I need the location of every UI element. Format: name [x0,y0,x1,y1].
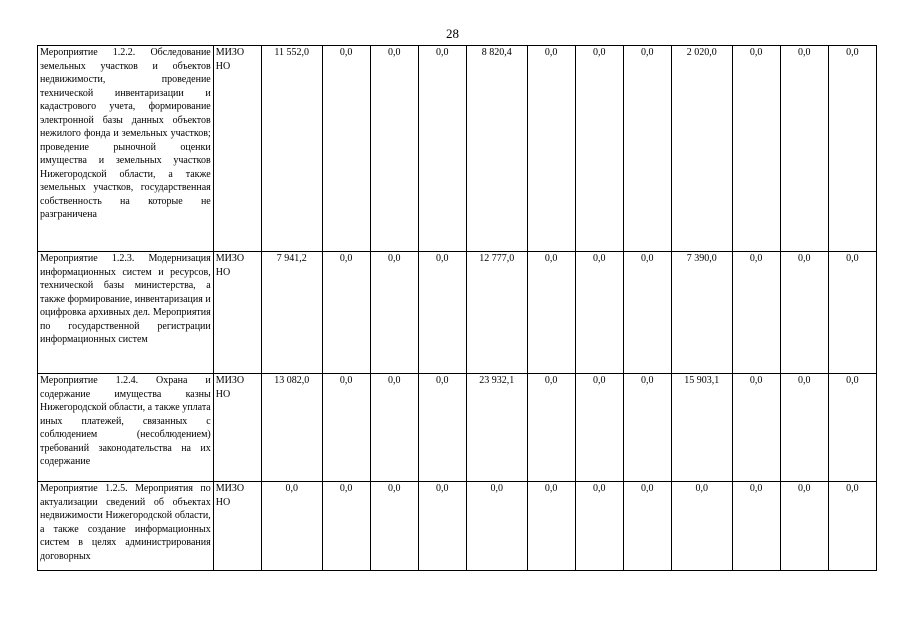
value-cell: 13 082,0 [261,374,322,482]
page-number: 28 [446,26,459,41]
value-cell: 0,0 [370,252,418,374]
value-cell: 0,0 [322,46,370,252]
value-cell: 23 932,1 [466,374,527,482]
value-cell: 0,0 [575,482,623,571]
value-cell: 0,0 [780,482,828,571]
value-cell: 7 941,2 [261,252,322,374]
value-cell: 0,0 [732,46,780,252]
value-cell: 0,0 [575,374,623,482]
value-cell: 2 020,0 [671,46,732,252]
value-cell: 0,0 [575,252,623,374]
value-cell: 0,0 [780,46,828,252]
measure-cell: Мероприятие 1.2.3. Модернизация информационных систем и ресурсов, технической базы министерства, а также формирование, инвентаризация и оцифровка архивных дел. Мероприятия по государственной регистрации информационных систем [38,252,214,374]
value-cell: 0,0 [671,482,732,571]
value-cell: 0,0 [780,252,828,374]
table-row [38,374,877,482]
value-cell: 0,0 [732,482,780,571]
value-cell: 0,0 [370,46,418,252]
table-row [38,46,877,252]
value-cell: 0,0 [418,482,466,571]
value-cell: 0,0 [527,46,575,252]
value-cell: 0,0 [418,374,466,482]
value-cell: 0,0 [828,252,876,374]
table-row [38,252,877,374]
measure-cell: Мероприятие 1.2.5. Мероприятия по актуализации сведений об объектах недвижимости Нижегородской области, а также создание информационных систем в целях администрирования договорных [38,482,214,571]
value-cell: 0,0 [623,482,671,571]
value-cell: 0,0 [780,374,828,482]
value-cell: 15 903,1 [671,374,732,482]
executor-cell: МИЗО НО [213,482,261,571]
value-cell: 0,0 [322,374,370,482]
value-cell: 0,0 [732,252,780,374]
value-cell: 0,0 [623,374,671,482]
value-cell: 0,0 [828,46,876,252]
measure-cell: Мероприятие 1.2.4. Охрана и содержание имущества казны Нижегородской области, а также уплата иных платежей, связанных с соблюдением (несоблюдением) требований законодательства на их содержание [38,374,214,482]
value-cell: 11 552,0 [261,46,322,252]
value-cell: 0,0 [575,46,623,252]
value-cell: 0,0 [370,374,418,482]
value-cell: 12 777,0 [466,252,527,374]
value-cell: 0,0 [623,252,671,374]
value-cell: 0,0 [527,374,575,482]
executor-cell: МИЗО НО [213,252,261,374]
table-row [38,482,877,571]
value-cell: 0,0 [732,374,780,482]
value-cell: 0,0 [466,482,527,571]
budget-table [37,45,877,571]
value-cell: 0,0 [418,46,466,252]
value-cell: 0,0 [527,482,575,571]
value-cell: 0,0 [828,374,876,482]
value-cell: 0,0 [370,482,418,571]
executor-cell: МИЗО НО [213,374,261,482]
value-cell: 0,0 [527,252,575,374]
value-cell: 0,0 [828,482,876,571]
value-cell: 0,0 [261,482,322,571]
table-body [38,46,877,571]
executor-cell: МИЗО НО [213,46,261,252]
value-cell: 8 820,4 [466,46,527,252]
value-cell: 0,0 [322,252,370,374]
value-cell: 0,0 [623,46,671,252]
value-cell: 0,0 [322,482,370,571]
value-cell: 0,0 [418,252,466,374]
value-cell: 7 390,0 [671,252,732,374]
measure-cell: Мероприятие 1.2.2. Обследование земельных участков и объектов недвижимости, проведение технической инвентаризации и кадастрового учета, формирование электронной базы данных объектов нежилого фонда и земельных участков; проведение рыночной оценки имущества и земельных участков Нижегородской области, а также земельных участков, государственная собственность на которые не разграничена [38,46,214,252]
